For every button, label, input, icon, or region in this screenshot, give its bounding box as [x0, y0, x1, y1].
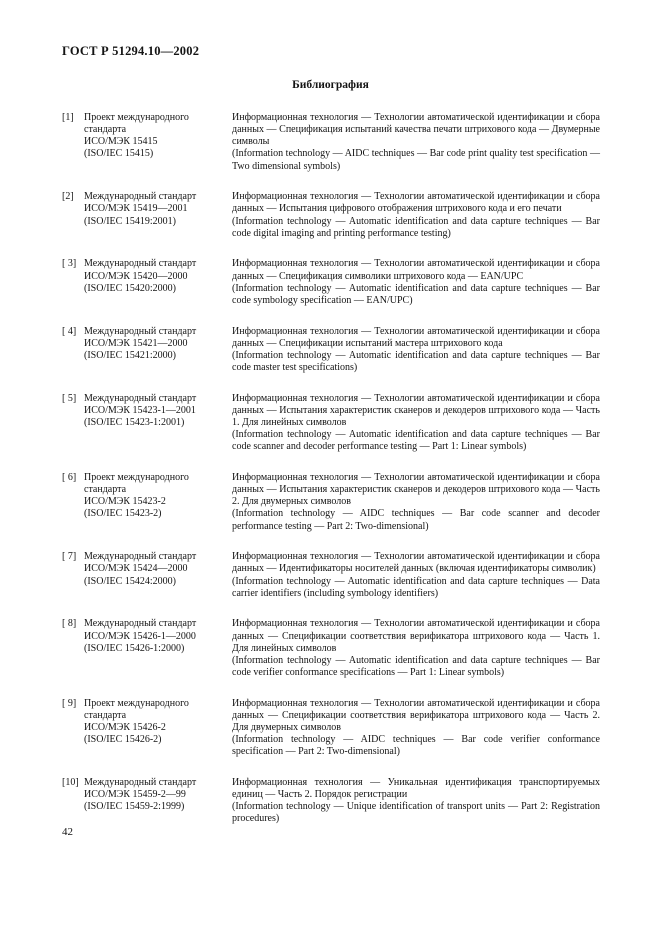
- entry-number: [ 9]: [62, 697, 77, 709]
- entry-standard-reference: [84, 191, 232, 240]
- reference-line: (ISO/IEC 15426-1:2000): [84, 642, 185, 654]
- entry-title-ru: Информационная технология — Технологии автоматической идентификации и сбора данных — Спецификация испытаний качества печати штрихового кода — Двумерные символы: [232, 112, 600, 148]
- reference-line: ИСО/МЭК 15426-2: [84, 721, 166, 733]
- reference-line: Международный стандарт: [84, 258, 197, 270]
- entry-title-en: (Information technology — Unique identification of transport units — Part 2: Registration procedures): [232, 801, 600, 825]
- reference-line: ИСО/МЭК 15415: [84, 136, 158, 148]
- reference-line: Международный стандарт: [84, 618, 197, 630]
- entry-standard-reference: [84, 618, 232, 679]
- entry-description: [232, 191, 600, 240]
- entry-number: [ 4]: [62, 325, 77, 337]
- reference-line: (ISO/IEC 15423-2): [84, 508, 162, 520]
- reference-line: Международный стандарт: [84, 392, 197, 404]
- entry-standard-reference: [84, 551, 232, 600]
- bibliography-entry: [62, 618, 600, 679]
- entry-title-en: (Information technology — AIDC techniques — Bar code verifier conformance specification — Part 2: Two-dimensional): [232, 734, 600, 758]
- entry-number: [1]: [62, 112, 74, 123]
- document-code-header: ГОСТ Р 51294.10—2002: [62, 44, 200, 58]
- reference-line: Международный стандарт: [84, 776, 197, 788]
- reference-line: ИСО/МЭК 15419—2001: [84, 203, 188, 215]
- bibliography-entry: [62, 777, 600, 826]
- entry-title-ru: Информационная технология — Технологии автоматической идентификации и сбора данных — Спецификации испытаний мастера штрихового кода: [232, 325, 600, 349]
- page-number: 42: [62, 826, 73, 838]
- reference-line: Международный стандарт: [84, 191, 197, 203]
- entry-title-ru: Информационная технология — Технологии автоматической идентификации и сбора данных — Спецификация символики штрихового кода — EAN/UPC: [232, 258, 600, 282]
- entry-description: [232, 618, 600, 679]
- entry-title-en: (Information technology — AIDC techniques — Bar code scanner and decoder performance testing — Part 2: Two-dimensional): [232, 508, 600, 532]
- entry-standard-reference: [84, 698, 232, 759]
- entry-title-ru: Информационная технология — Технологии автоматической идентификации и сбора данных — Спецификации соответствия верификатора штрихового кода — Часть 1. Для линейных символов: [232, 618, 600, 654]
- reference-line: ИСО/МЭК 15423-1—2001: [84, 404, 196, 416]
- entry-title-en: (Information technology — Automatic identification and data capture techniques — Bar code digital imaging and printing performance testing): [232, 215, 600, 239]
- entry-number: [ 7]: [62, 551, 77, 563]
- entry-standard-reference: [84, 777, 232, 826]
- entry-title-ru: Информационная технология — Технологии автоматической идентификации и сбора данных — Испытания характеристик сканеров и декодеров штрихового кода — Часть 2. Для двумерных символов: [232, 471, 600, 508]
- reference-line: (ISO/IEC 15459-2:1999): [84, 801, 185, 813]
- bibliography-entry: [62, 393, 600, 454]
- entry-standard-reference: [84, 393, 232, 454]
- entry-description: [232, 777, 600, 826]
- reference-line: ИСО/МЭК 15459-2—99: [84, 789, 186, 801]
- reference-line: Международный стандарт: [84, 551, 197, 563]
- reference-line: ИСО/МЭК 15424—2000: [84, 563, 188, 575]
- entry-description: [232, 112, 600, 173]
- entry-description: [232, 326, 600, 375]
- entry-title-ru: Информационная технология — Технологии автоматической идентификации и сбора данных — Идентификаторы носителей данных (включая идентификаторы символик): [232, 551, 600, 575]
- bibliography-list: [62, 112, 600, 844]
- reference-line: (ISO/IEC 15424:2000): [84, 575, 176, 587]
- entry-standard-reference: [84, 258, 232, 307]
- bibliography-entry: [62, 258, 600, 307]
- entry-title-en: (Information technology — Automatic identification and data capture techniques — Bar code verifier conformance specifications — Part 1: Linear symbols): [232, 654, 600, 678]
- reference-line: ИСО/МЭК 15423-2: [84, 496, 166, 508]
- entry-description: [232, 472, 600, 533]
- entry-title-en: (Information technology — Automatic identification and data capture techniques — Bar code scanner and decoder performance testing — Part 1: Linear symbols): [232, 429, 600, 453]
- reference-line: ИСО/МЭК 15421—2000: [84, 337, 188, 349]
- entry-standard-reference: [84, 472, 232, 533]
- entry-title-ru: Информационная технология — Технологии автоматической идентификации и сбора данных — Испытания характеристик сканеров и декодеров штрихового кода — Часть 1. Для линейных символов: [232, 392, 600, 428]
- bibliography-entry: [62, 326, 600, 375]
- reference-line: (ISO/IEC 15415): [84, 148, 154, 160]
- entry-title-ru: Информационная технология — Технологии автоматической идентификации и сбора данных — Спецификации соответствия верификатора штрихового кода — Часть 2. Для двумерных символов: [232, 697, 600, 733]
- reference-line: стандарта: [84, 124, 127, 136]
- bibliography-title: Библиография: [292, 79, 369, 91]
- entry-title-en: (Information technology — Automatic identification and data capture techniques — Bar code master test specifications): [232, 349, 600, 373]
- entry-title-ru: Информационная технология — Технологии автоматической идентификации и сбора данных — Испытания цифрового отображения штрихового кода и его печати: [232, 191, 600, 215]
- reference-line: (ISO/IEC 15419:2001): [84, 215, 176, 227]
- bibliography-entry: [62, 112, 600, 173]
- entry-description: [232, 258, 600, 307]
- entry-standard-reference: [84, 326, 232, 375]
- entry-number: [ 6]: [62, 471, 77, 483]
- reference-line: стандарта: [84, 484, 127, 496]
- reference-line: Проект международного: [84, 112, 189, 123]
- reference-line: Проект международного: [84, 471, 189, 483]
- entry-title-en: (Information technology — Automatic identification and data capture techniques — Bar code symbology specification — EAN/UPC): [232, 282, 600, 306]
- entry-description: [232, 698, 600, 759]
- entry-description: [232, 393, 600, 454]
- reference-line: ИСО/МЭК 15426-1—2000: [84, 630, 196, 642]
- reference-line: (ISO/IEC 15426-2): [84, 734, 162, 746]
- reference-line: (ISO/IEC 15420:2000): [84, 282, 176, 294]
- entry-title-ru: Информационная технология — Уникальная идентификация транспортируемых единиц — Часть 2. Порядок регистрации: [232, 776, 600, 801]
- entry-number: [ 8]: [62, 618, 77, 630]
- bibliography-entry: [62, 472, 600, 533]
- entry-number: [2]: [62, 191, 74, 203]
- bibliography-entry: [62, 698, 600, 759]
- reference-line: ИСО/МЭК 15420—2000: [84, 270, 188, 282]
- entry-title-en: (Information technology — AIDC techniques — Bar code print quality test specification — Two dimensional symbols): [232, 148, 600, 172]
- entry-title-en: (Information technology — Automatic identification and data capture techniques — Data carrier identifiers (including symbology identifiers): [232, 575, 600, 599]
- entry-number: [10]: [62, 776, 79, 788]
- reference-line: Международный стандарт: [84, 325, 197, 337]
- reference-line: Проект международного: [84, 697, 189, 709]
- entry-description: [232, 551, 600, 600]
- reference-line: (ISO/IEC 15423-1:2001): [84, 416, 185, 428]
- reference-line: (ISO/IEC 15421:2000): [84, 349, 176, 361]
- reference-line: стандарта: [84, 709, 127, 721]
- bibliography-entry: [62, 551, 600, 600]
- bibliography-entry: [62, 191, 600, 240]
- entry-number: [ 3]: [62, 258, 77, 270]
- entry-number: [ 5]: [62, 392, 77, 404]
- entry-standard-reference: [84, 112, 232, 173]
